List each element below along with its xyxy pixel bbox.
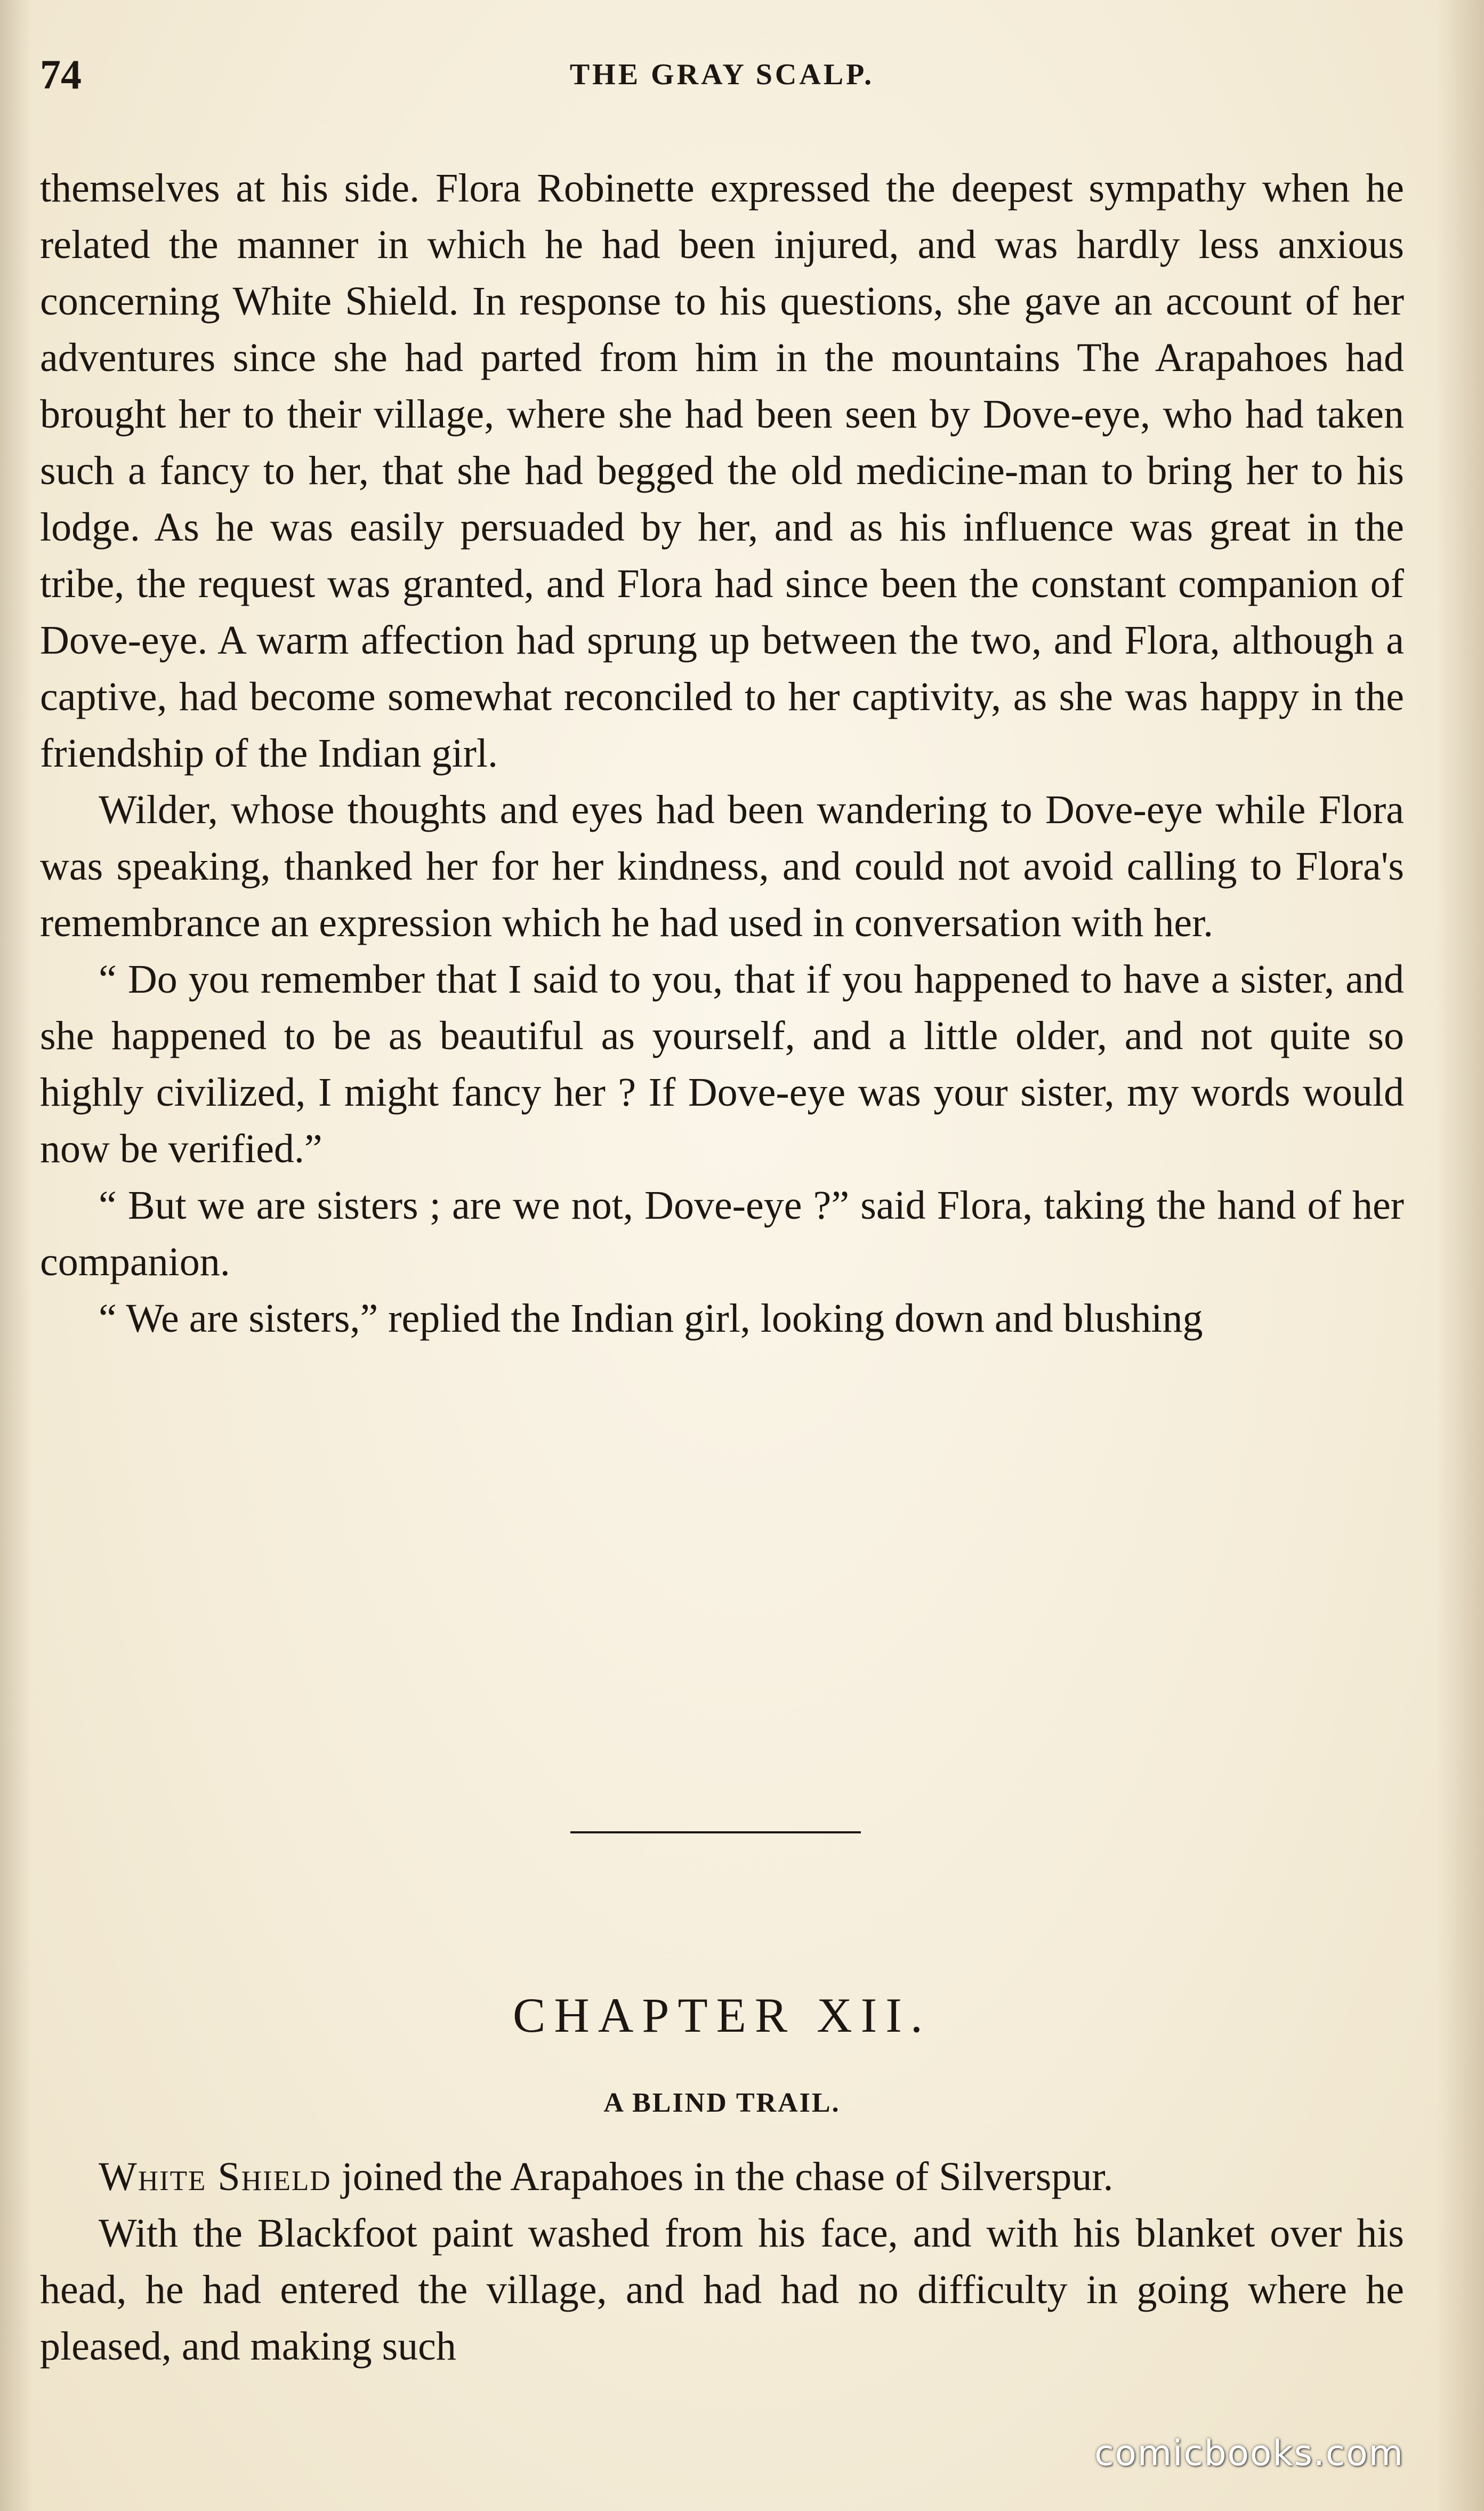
chapter-paragraph: With the Blackfoot paint washed from his face, and with his blanket over his head, he had entered the village, and had had no difficulty in going where he pleased, and making such xyxy=(40,2211,1404,2369)
paragraph: Wilder, whose thoughts and eyes had been wandering to Dove-eye while Flora was speaking, thanked her for her kindness, and could not avoid calling to Flora's remembrance an expression which he had used in conversation with her. xyxy=(40,787,1404,945)
running-header xyxy=(40,51,1404,99)
chapter-paragraph xyxy=(40,2148,1404,2205)
running-title: THE GRAY SCALP. xyxy=(569,58,875,91)
chapter-body-text xyxy=(40,2148,1404,2375)
page-number: 74 xyxy=(40,51,82,98)
chapter-lead-words: White Shield xyxy=(99,2154,332,2199)
body-text xyxy=(40,160,1404,1347)
paragraph: “ But we are sisters ; are we not, Dove-eye ?” said Flora, taking the hand of her companion. xyxy=(40,1183,1404,1284)
chapter-lead-rest: joined the Arapahoes in the chase of Silverspur. xyxy=(331,2154,1114,2199)
chapter-heading: CHAPTER XII. xyxy=(513,1988,931,2042)
watermark: comicbooks.com xyxy=(1094,2433,1404,2474)
paragraph: “ We are sisters,” replied the Indian girl, looking down and blushing xyxy=(99,1296,1203,1341)
chapter-subtitle: A BLIND TRAIL. xyxy=(603,2088,841,2118)
paragraph: “ Do you remember that I said to you, that if you happened to have a sister, and she happened to be as beautiful as yourself, and a little older, and not quite so highly civilized, I might fancy her ? If Dove-eye was your sister, my words would now be verified.” xyxy=(40,957,1404,1171)
paragraph: themselves at his side. Flora Robinette expressed the deepest sympathy when he related the manner in which he had been injured, and was hardly less anxious concerning White Shield. In response to his questions, she gave an account of her adventures since she had parted from him in the mountains The Arapahoes had brought her to their village, where she had been seen by Dove-eye, who had taken such a fancy to her, that she had begged the old medicine-man to bring her to his lodge. As he was easily persuaded by her, and as his influence was great in the tribe, the request was granted, and Flora had since been the constant companion of Dove-eye. A warm affection had sprung up between the two, and Flora, although a captive, had become somewhat reconciled to her captivity, as she was happy in the friendship of the Indian girl. xyxy=(40,166,1404,776)
section-divider-rule xyxy=(570,1831,861,1833)
